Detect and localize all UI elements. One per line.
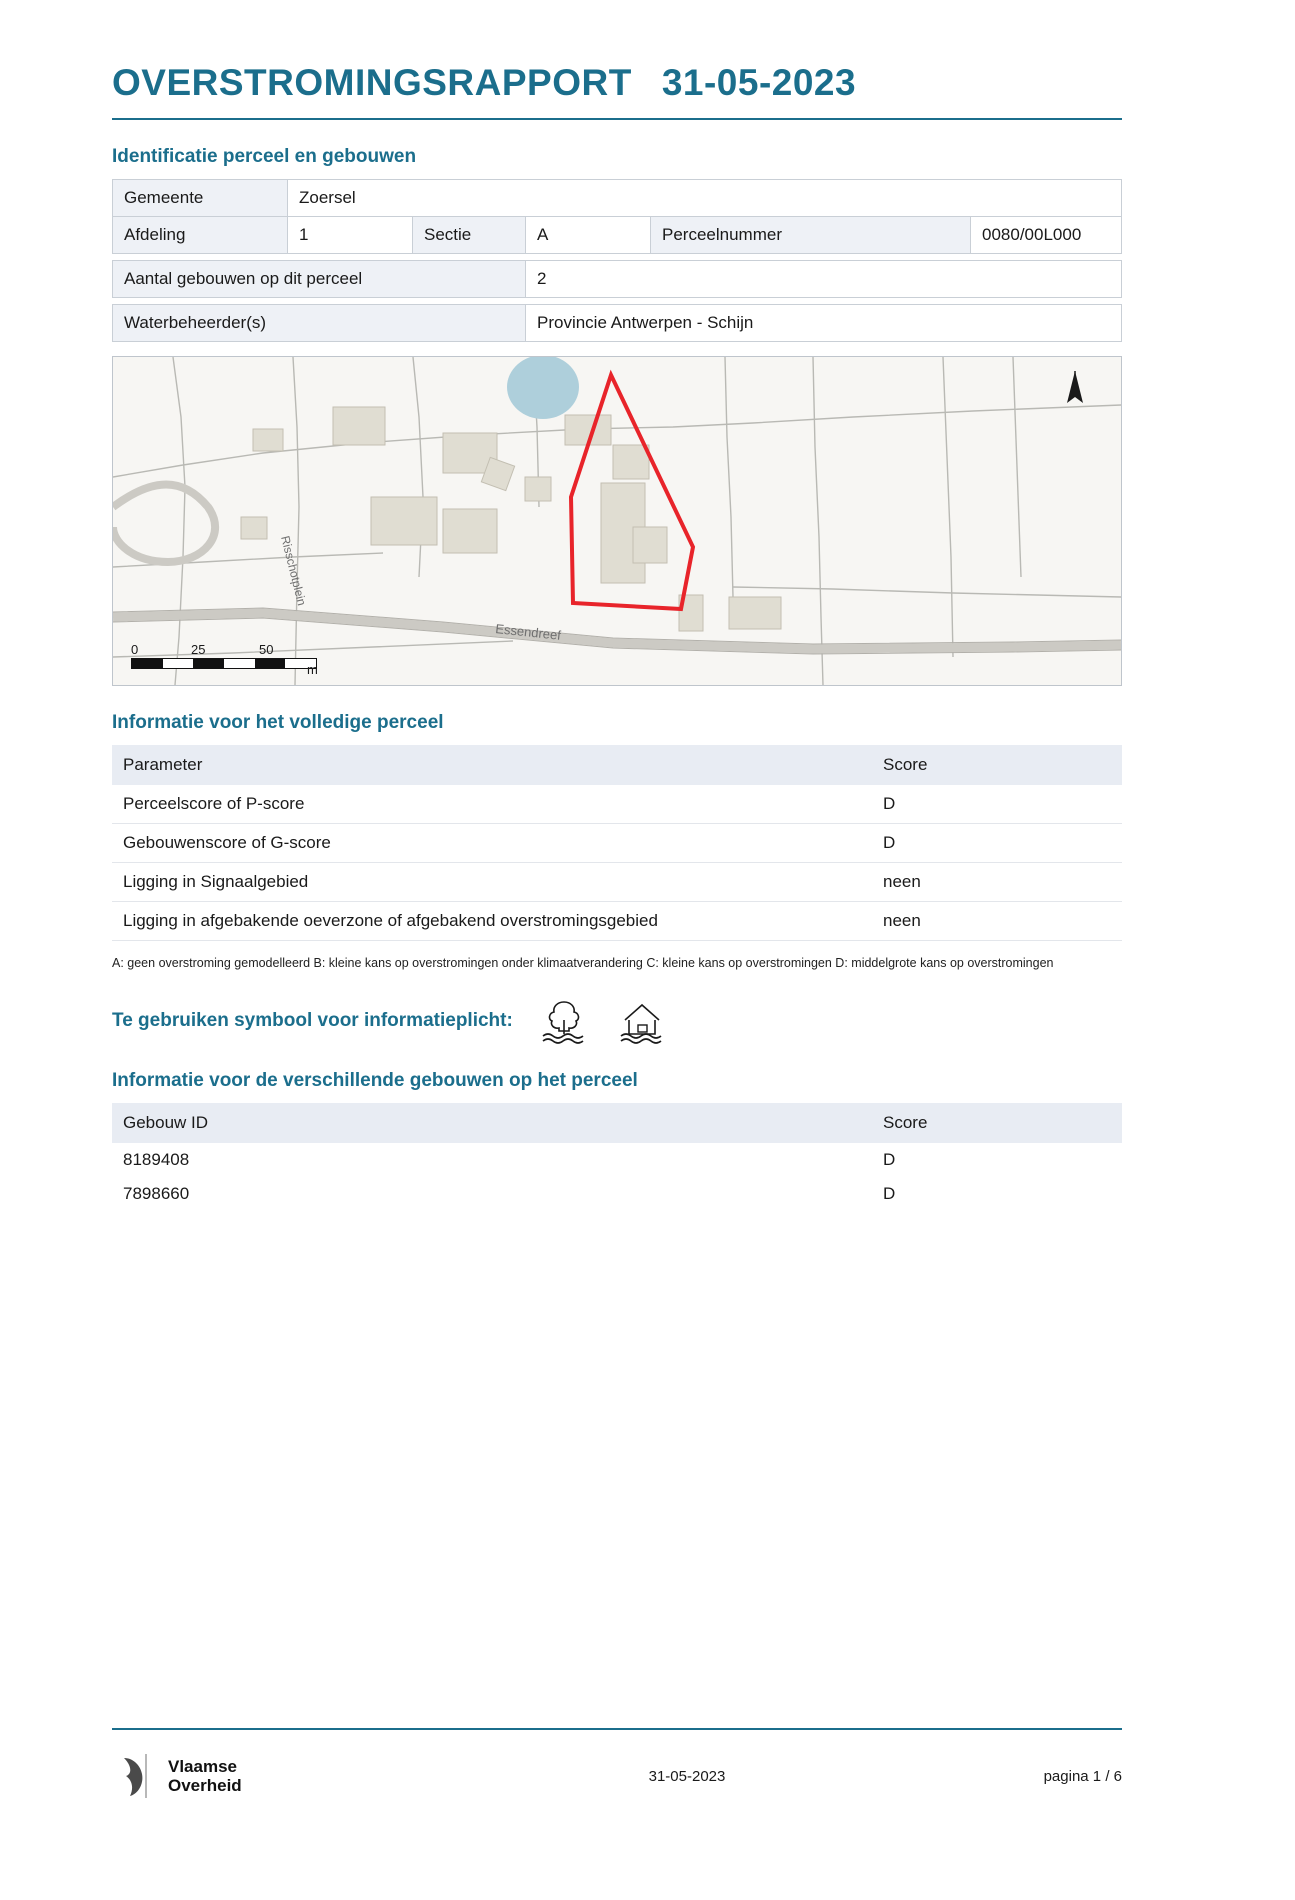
table-row — [113, 261, 1122, 298]
table-row — [112, 1143, 1122, 1177]
parameter-score: D — [872, 785, 1122, 824]
table-spacer — [113, 254, 1122, 261]
table-row — [112, 824, 1122, 863]
parcel-info-table — [112, 745, 1122, 941]
table-row — [112, 902, 1122, 941]
score-legend: A: geen overstroming gemodelleerd B: kleine kans op overstromingen onder klimaatverandering C: kleine kans op overstromingen D: middelgrote kans op overstromingen — [112, 956, 1054, 970]
aantal-gebouwen-value: 2 — [526, 261, 1122, 298]
page-footer — [112, 1728, 1122, 1800]
perceelnummer-value: 0080/00L000 — [971, 217, 1122, 254]
sectie-label: Sectie — [413, 217, 526, 254]
parcel-info-heading: Informatie voor het volledige perceel — [112, 712, 444, 733]
identification-table — [112, 179, 1122, 342]
table-row — [112, 863, 1122, 902]
symbol-section — [112, 998, 1122, 1044]
column-header-parameter: Parameter — [112, 745, 872, 785]
waterbeheerder-value: Provincie Antwerpen - Schijn — [526, 305, 1122, 342]
table-row — [112, 1177, 1122, 1211]
scale-tick-50: 50 — [259, 642, 274, 657]
map-graphic — [113, 357, 1121, 685]
table-row — [113, 217, 1122, 254]
building-id: 7898660 — [123, 1184, 190, 1204]
waterbeheerder-label: Waterbeheerder(s) — [113, 305, 526, 342]
parameter-score: neen — [872, 863, 1122, 902]
table-row — [113, 180, 1122, 217]
logo-line-1: Vlaamse — [168, 1756, 237, 1776]
map-scalebar — [131, 642, 321, 669]
parameter-name: Ligging in Signaalgebied — [112, 863, 872, 902]
table-row — [113, 305, 1122, 342]
report-date: 31-05-2023 — [661, 62, 857, 103]
column-header-gebouw-id: Gebouw ID — [112, 1103, 872, 1143]
buildings-table — [112, 1103, 1122, 1211]
svg-text:Risschotplein: Risschotplein — [278, 534, 309, 607]
building-score: D — [883, 1184, 896, 1204]
building-id: 8189408 — [123, 1150, 190, 1170]
aantal-gebouwen-label: Aantal gebouwen op dit perceel — [113, 261, 526, 298]
buildings-info-heading: Informatie voor de verschillende gebouwen op het perceel — [112, 1070, 638, 1092]
table-header-row — [112, 1103, 1122, 1143]
afdeling-value: 1 — [288, 217, 413, 254]
document-content — [112, 0, 1122, 1211]
column-header-score: Score — [872, 1103, 1122, 1143]
gemeente-label: Gemeente — [113, 180, 288, 217]
svg-text:Essendreef: Essendreef — [494, 621, 562, 643]
logo-line-2: Overheid — [168, 1776, 242, 1795]
sectie-value: A — [526, 217, 651, 254]
parameter-score: neen — [872, 902, 1122, 941]
tree-flood-icon — [537, 998, 591, 1044]
house-flood-icon — [615, 998, 669, 1044]
footer-date: 31-05-2023 — [648, 1767, 726, 1785]
title-divider — [112, 118, 1122, 120]
parameter-name: Ligging in afgebakende oeverzone of afgebakend overstromingsgebied — [112, 902, 872, 941]
symbol-heading: Te gebruiken symbool voor informatieplicht: — [112, 1010, 513, 1032]
footer-page-number: pagina 1 / 6 — [1043, 1767, 1122, 1785]
parameter-name: Gebouwenscore of G-score — [112, 824, 872, 863]
vlaamse-overheid-logo — [112, 1752, 452, 1800]
scalebar-bar — [131, 658, 317, 669]
table-header-row — [112, 745, 1122, 785]
gemeente-value: Zoersel — [288, 180, 1122, 217]
afdeling-label: Afdeling — [113, 217, 288, 254]
column-header-score: Score — [872, 745, 1122, 785]
parameter-name: Perceelscore of P-score — [112, 785, 872, 824]
footer-divider — [112, 1728, 1122, 1730]
perceelnummer-label: Perceelnummer — [651, 217, 971, 254]
page-title: OVERSTROMINGSRAPPORT — [112, 62, 632, 103]
parcel-map[interactable] — [112, 356, 1122, 686]
building-score: D — [883, 1150, 896, 1170]
scale-unit: m — [307, 662, 318, 677]
scale-tick-0: 0 — [131, 642, 139, 657]
scale-tick-25: 25 — [191, 642, 206, 657]
lion-logo-icon — [112, 1752, 158, 1800]
table-row — [112, 785, 1122, 824]
identification-heading: Identificatie perceel en gebouwen — [112, 146, 417, 167]
document-title-row — [112, 62, 1122, 104]
table-spacer — [113, 298, 1122, 305]
parameter-score: D — [872, 824, 1122, 863]
